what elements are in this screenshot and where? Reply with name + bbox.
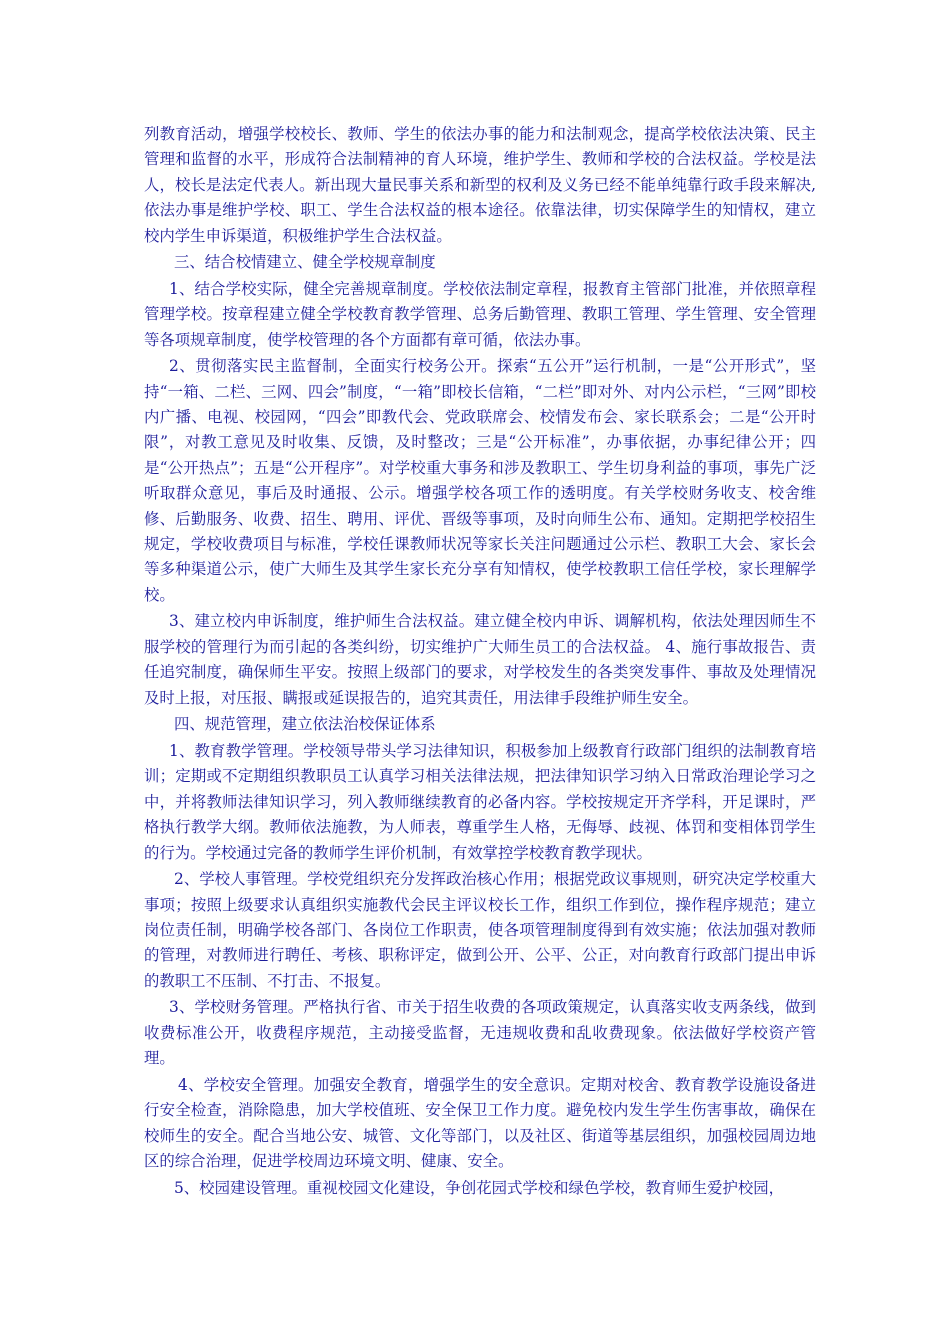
paragraph-4-3: 3、学校财务管理。严格执行省、市关于招生收费的各项政策规定，认真落实收支两条线，做到收费标准公开，收费程序规范，主动接受监督，无违规收费和乱收费现象。依法做好学校资产管理。 [144,998,816,1068]
section-heading-3: 三、结合校情建立、健全学校规章制度 [174,253,436,272]
paragraph-3-2: 2、贯彻落实民主监督制，全面实行校务公开。探索“五公开”运行机制，一是“公开形式”，坚持“一箱、二栏、三网、四会”制度，“一箱”即校长信箱，“二栏”即对外、对内公示栏，“三网”即校内广播、电视、校园网，“四会”即教代会、党政联席会、校情发布会、家长联系会；二是“公开时限”，对教工意见及时收集、反馈，及时整改；三是“公开标准”，办事依据，办事纪律公开；四是“公开热点”；五是“公开程序”。对学校重大事务和涉及教职工、学生切身利益的事项，事先广泛听取群众意见，事后及时通报、公示。增强学校各项工作的透明度。有关学校财务收支、校舍维修、后勤服务、收费、招生、聘用、评优、晋级等事项，及时向师生公布、通知。定期把学校招生规定，学校收费项目与标准，学校任课教师状况等家长关注问题通过公示栏、教职工大会、家长会等多种渠道公示，使广大师生及其学生家长充分享有知情权，使学校教职工信任学校，家长理解学校。 [144,357,816,604]
paragraph-4-5: 5、校园建设管理。重视校园文化建设，争创花园式学校和绿色学校，教育师生爱护校园， [174,1178,785,1197]
paragraph-4-2: 2、学校人事管理。学校党组织充分发挥政治核心作用；根据党政议事规则，研究决定学校重大事项；按照上级要求认真组织实施教代会民主评议校长工作，组织工作到位，操作程序规范；建立岗位责任制，明确学校各部门、各岗位工作职责，使各项管理制度得到有效实施；依法加强对教师的管理，对教师进行聘任、考核、职称评定，做到公开、公平、公正，对向教育行政部门提出申诉的教职工不压制、不打击、不报复。 [144,870,816,990]
paragraph-3-1: 1、结合学校实际，健全完善规章制度。学校依法制定章程，报教育主管部门批准，并依照章程管理学校。按章程建立健全学校教育教学管理、总务后勤管理、教职工管理、学生管理、安全管理等各项规章制度，使学校管理的各个方面都有章可循，依法办事。 [144,279,816,349]
paragraph-4-1: 1、教育教学管理。学校领导带头学习法律知识，积极参加上级教育行政部门组织的法制教育培训；定期或不定期组织教职员工认真学习相关法律法规，把法律知识学习纳入日常政治理论学习之中，并将教师法律知识学习，列入教师继续教育的必备内容。学校按规定开齐学科，开足课时，严格执行教学大纲。教师依法施教，为人师表，尊重学生人格，无侮辱、歧视、体罚和变相体罚学生的行为。学校通过完备的教师学生评价机制，有效掌控学校教育教学现状。 [144,741,816,862]
section-heading-4: 四、规范管理，建立依法治校保证体系 [174,715,436,734]
document-page [144,122,816,1202]
paragraph-3-3: 3、建立校内申诉制度，维护师生合法权益。建立健全校内申诉、调解机构，依法处理因师生不服学校的管理行为而引起的各类纠纷，切实维护广大师生员工的合法权益。 4、施行事故报告、责任追究制度，确保师生平安。按照上级部门的要求，对学校发生的各类突发事件、事故及处理情况及时上报，对压报、瞒报或延误报告的，追究其责任，用法律手段维护师生安全。 [144,612,816,707]
paragraph-intro: 列教育活动，增强学校校长、教师、学生的依法办事的能力和法制观念，提高学校依法决策、民主管理和监督的水平，形成符合法制精神的育人环境，维护学生、教师和学校的合法权益。学校是法人，校长是法定代表人。新出现大量民事关系和新型的权利及义务已经不能单纯靠行政手段来解决,依法办事是维护学校、职工、学生合法权益的根本途径。依靠法律，切实保障学生的知情权，建立校内学生申诉渠道，积极维护学生合法权益。 [144,125,816,245]
paragraph-4-4: 4、学校安全管理。加强安全教育，增强学生的安全意识。定期对校舍、教育教学设施设备进行安全检查，消除隐患，加大学校值班、安全保卫工作力度。避免校内发生学生伤害事故，确保在校师生的安全。配合当地公安、城管、文化等部门，以及社区、街道等基层组织，加强校园周边地区的综合治理，促进学校周边环境文明、健康、安全。 [144,1075,816,1170]
